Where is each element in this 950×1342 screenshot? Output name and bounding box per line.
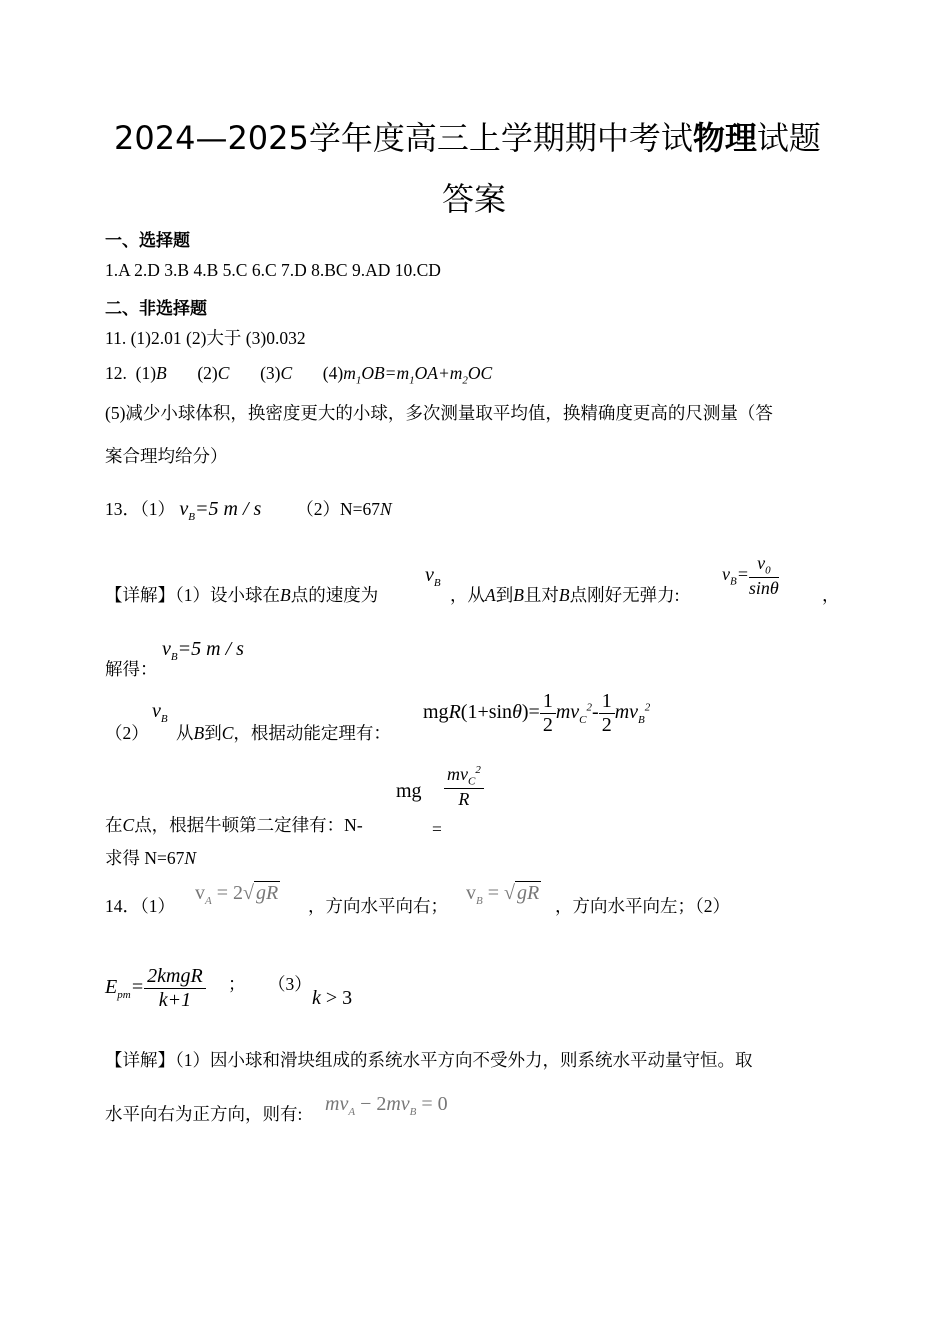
q13-part2-text bbox=[176, 722, 391, 744]
text: 在 bbox=[105, 815, 123, 835]
q13-p2: （2）N=67 bbox=[296, 499, 381, 519]
choice-answers: 1.A 2.D 3.B 4.B 5.C 6.C 7.D 8.BC 9.AD 10.CD bbox=[105, 260, 441, 280]
text: B bbox=[280, 585, 291, 605]
vb-symbol-2: $v_B$ bbox=[152, 700, 168, 725]
q12-p3: (3) bbox=[260, 363, 281, 383]
energy-equation: mgR(1+sinθ)= $\frac{1}{2}$ $mv_C^2-$ $\frac{1}{2}$ $mv_B^2$ bbox=[423, 690, 651, 736]
text: 到 bbox=[204, 723, 222, 743]
q13-label: 13．（1） bbox=[105, 499, 175, 519]
mg-symbol: mg bbox=[396, 780, 422, 802]
section-heading-nonchoice: 二、非选择题 bbox=[105, 299, 207, 319]
q13-solve-label: 解得： bbox=[105, 659, 158, 679]
q12-label: 12. bbox=[105, 363, 127, 383]
text: B bbox=[193, 723, 205, 743]
text: B bbox=[513, 585, 524, 605]
q13-part2 bbox=[105, 722, 149, 744]
q13-detail-1 bbox=[105, 584, 378, 606]
title-prefix: 2024—2025学年度高三上学期期中考试 bbox=[114, 119, 693, 157]
text: C bbox=[122, 815, 135, 835]
q12-formula: $m_1OB=m_1OA+m_2OC$ bbox=[343, 363, 493, 387]
page-title bbox=[114, 113, 821, 159]
text: A bbox=[485, 585, 496, 605]
q12-a3: C bbox=[280, 363, 293, 383]
q13-detail-1b bbox=[450, 584, 679, 606]
q12-answer bbox=[105, 362, 492, 392]
text: ，从 bbox=[450, 585, 485, 605]
title-suffix: 试题 bbox=[756, 119, 821, 157]
text: 从 bbox=[176, 723, 194, 743]
q12-p2: (2) bbox=[197, 363, 218, 383]
vb-equation: $v_B=$ $\frac{v_0}{\sin\theta}$ bbox=[722, 553, 779, 598]
q13-solve-formula: $v_B=5$ m / s bbox=[162, 638, 244, 663]
epm-formula: $E_{pm}=$ $\frac{\text{2kmgR}}{k+1}$ bbox=[105, 965, 206, 1012]
comma: ， bbox=[822, 585, 840, 605]
q14-part3: （3） bbox=[268, 974, 312, 994]
page-subtitle: 答案 bbox=[442, 180, 507, 218]
q14-semicolon: ； bbox=[228, 974, 246, 994]
q12-a1: B bbox=[156, 363, 167, 383]
q13-vb-formula: $v_B=5$ m / s bbox=[179, 498, 262, 523]
vb-formula: $v_B$ = √ gR bbox=[466, 882, 540, 907]
va-formula: $v_A = 2√$ gR bbox=[195, 882, 279, 907]
text: 点，根据牛顿第二定律有：N- bbox=[134, 815, 363, 835]
equals: = bbox=[432, 819, 442, 839]
q14-dir-b: ，方向水平向左；（2） bbox=[555, 896, 730, 916]
q12-a2: C bbox=[217, 363, 230, 383]
text: （2） bbox=[105, 723, 149, 743]
vb-symbol: $v_B$ bbox=[425, 564, 441, 589]
text: 点的速度为 bbox=[290, 585, 379, 605]
text: ，根据动能定理有： bbox=[233, 723, 391, 743]
momentum-equation: $mv_A - 2mv_B = 0$ bbox=[325, 1093, 448, 1118]
q14-detail-2: 水平向右为正方向，则有: bbox=[105, 1104, 303, 1124]
q12-part5-cont: 案合理均给分） bbox=[105, 446, 228, 466]
text: 到 bbox=[495, 585, 514, 605]
text: N bbox=[184, 848, 197, 868]
q13-answer bbox=[105, 498, 392, 528]
text: 【详解】（1）设小球在 bbox=[105, 585, 280, 605]
q14-detail-1: 【详解】（1）因小球和滑块组成的系统水平方向不受外力，则系统水平动量守恒。取 bbox=[105, 1050, 753, 1070]
text: B bbox=[558, 585, 570, 605]
text: 求得 N=67 bbox=[105, 848, 185, 868]
q13-part3 bbox=[105, 814, 363, 836]
q14-label: 14．（1） bbox=[105, 896, 175, 916]
q12-p1: (1) bbox=[135, 363, 157, 383]
q11-answer: 11. (1)2.01 (2)大于 (3)0.032 bbox=[105, 328, 306, 348]
q13-unit: N bbox=[380, 499, 392, 519]
text: 且对 bbox=[523, 585, 559, 605]
q12-p4: (4) bbox=[322, 363, 344, 383]
q13-result bbox=[105, 847, 196, 869]
centripetal-fraction: $\frac{mv_C^2}{R}$ bbox=[444, 764, 484, 810]
text: 点刚好无弹力: bbox=[569, 585, 680, 605]
title-subject: 物理 bbox=[692, 119, 757, 157]
q14-dir-a: ，方向水平向右； bbox=[308, 896, 448, 916]
q12-part5: (5)减少小球体积，换密度更大的小球，多次测量取平均值，换精确度更高的尺测量（答 bbox=[105, 403, 773, 423]
k-condition: k > 3 bbox=[312, 987, 353, 1009]
section-heading-choice: 一、选择题 bbox=[105, 231, 190, 251]
text: C bbox=[221, 723, 234, 743]
